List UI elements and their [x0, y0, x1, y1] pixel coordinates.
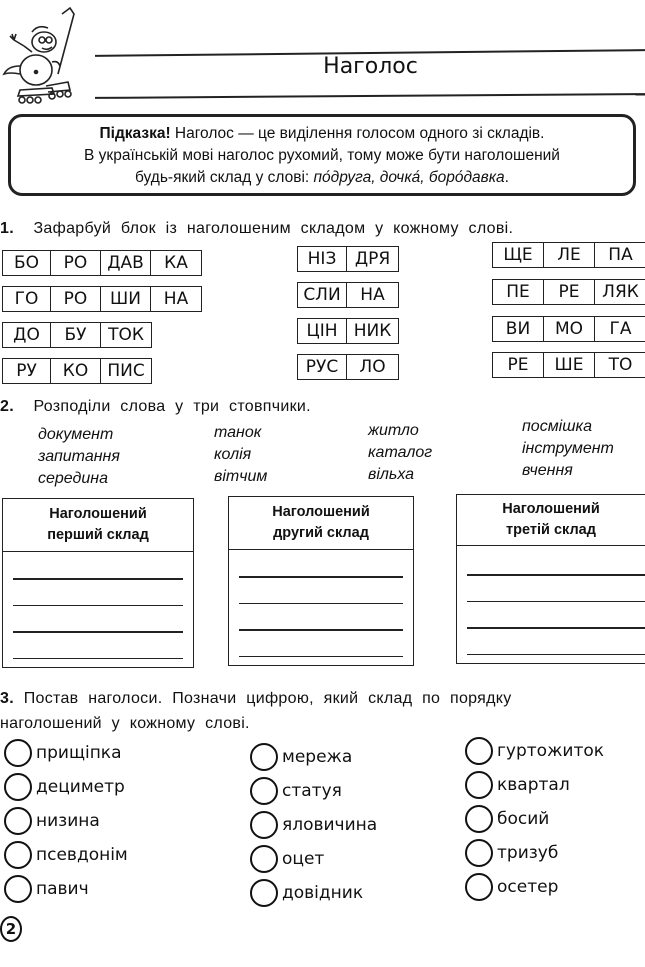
syllable-block[interactable]: ТОК: [108, 325, 144, 345]
word: вчення: [522, 462, 573, 479]
stress-list-column: [465, 734, 604, 904]
answer-circle[interactable]: [465, 839, 493, 867]
word-list-column: [522, 416, 614, 482]
syllable-block[interactable]: ГО: [3, 287, 51, 311]
stress-item: гуртожиток: [465, 734, 604, 768]
syllable-block[interactable]: ТО: [608, 355, 633, 375]
syllable-block[interactable]: РЕ: [544, 280, 595, 304]
title-bottom-rule: [95, 93, 645, 99]
stress-item: квартал: [465, 768, 604, 802]
stress-item: босий: [465, 802, 604, 836]
word: житло: [368, 422, 419, 439]
syllable-block[interactable]: ДО: [3, 323, 51, 347]
stress-item: статуя: [250, 774, 377, 808]
answer-circle[interactable]: [4, 875, 32, 903]
word: вітчим: [214, 468, 268, 485]
syllable-block[interactable]: НА: [163, 289, 189, 309]
stress-item: псевдонім: [4, 838, 128, 872]
syllable-block[interactable]: СЛИ: [298, 283, 347, 307]
stress-item: низина: [4, 804, 128, 838]
syllable-block[interactable]: ШИ: [101, 287, 151, 311]
word-block: [492, 279, 645, 305]
table-header: Наголошений третій склад: [457, 495, 645, 546]
word-block: [2, 358, 152, 384]
syllable-block[interactable]: ШЕ: [544, 353, 595, 377]
table-second-syllable: [228, 496, 414, 666]
syllable-block[interactable]: ПА: [608, 245, 633, 265]
answer-circle[interactable]: [465, 805, 493, 833]
syllable-block[interactable]: ДАВ: [101, 251, 151, 275]
syllable-block[interactable]: КО: [51, 359, 101, 383]
word-block: [297, 318, 399, 344]
stress-item: оцет: [250, 842, 377, 876]
word-block: [492, 316, 645, 342]
answer-circle[interactable]: [465, 771, 493, 799]
hint-label: Підказка!: [99, 125, 171, 142]
syllable-block[interactable]: ВИ: [493, 317, 544, 341]
syllable-block[interactable]: ЛЕ: [544, 243, 595, 267]
answer-line[interactable]: [467, 574, 645, 576]
task-2-instruction: 2. Розподіли слова у три стовпчики.: [0, 398, 311, 415]
syllable-block[interactable]: РЕ: [493, 353, 544, 377]
task-1-instruction: 1. Зафарбуй блок із наголошеним складом у кожному слові.: [0, 220, 514, 237]
word-block: [492, 242, 645, 268]
answer-line[interactable]: [13, 631, 183, 633]
word-block: [492, 352, 645, 378]
task-3-instruction: 3. Постав наголоси. Позначи цифрою, який склад по порядку наголошений у кожному слові.: [0, 690, 512, 732]
syllable-block[interactable]: ЛЯК: [602, 282, 639, 302]
answer-line[interactable]: [467, 601, 645, 603]
word: колія: [214, 446, 252, 463]
syllable-block[interactable]: ГА: [609, 319, 632, 339]
word-block: [2, 286, 202, 312]
syllable-block[interactable]: ДРЯ: [354, 249, 391, 269]
page-title: Наголос: [323, 54, 418, 79]
word: посмішка: [522, 418, 592, 435]
word-block: [2, 322, 152, 348]
answer-line[interactable]: [13, 605, 183, 607]
stress-item: довідник: [250, 876, 377, 910]
dinosaur-hockey-mascot-icon: [2, 4, 88, 106]
word-block: [297, 246, 399, 272]
stress-list-column: [250, 740, 377, 910]
table-first-syllable: [2, 498, 194, 668]
word-block: [297, 354, 399, 380]
word-block: [297, 282, 399, 308]
word: танок: [214, 424, 262, 441]
table-third-syllable: [456, 494, 645, 664]
answer-circle[interactable]: [250, 743, 278, 771]
page-number: 2: [0, 916, 22, 942]
word: каталог: [368, 444, 433, 461]
answer-circle[interactable]: [250, 811, 278, 839]
answer-circle[interactable]: [465, 737, 493, 765]
syllable-block[interactable]: НІЗ: [298, 247, 347, 271]
answer-circle[interactable]: [250, 879, 278, 907]
syllable-block[interactable]: РО: [51, 287, 101, 311]
word: середина: [38, 470, 108, 487]
answer-line[interactable]: [13, 578, 183, 580]
syllable-block[interactable]: НИК: [353, 321, 392, 341]
answer-line[interactable]: [239, 603, 403, 605]
stress-item: дециметр: [4, 770, 128, 804]
word-list-column: [214, 422, 267, 488]
answer-circle[interactable]: [4, 773, 32, 801]
stress-item: осетер: [465, 870, 604, 904]
word: запитання: [38, 448, 120, 465]
syllable-block[interactable]: БО: [3, 251, 51, 275]
stress-list-column: [4, 736, 128, 906]
stress-item: тризуб: [465, 836, 604, 870]
stress-item: прищіпка: [4, 736, 128, 770]
syllable-block[interactable]: РУС: [298, 355, 347, 379]
syllable-block[interactable]: ПИС: [107, 361, 145, 381]
syllable-block[interactable]: ЦІН: [298, 319, 347, 343]
answer-circle[interactable]: [4, 739, 32, 767]
stress-item: мережа: [250, 740, 377, 774]
answer-line[interactable]: [239, 576, 403, 578]
stress-item: павич: [4, 872, 128, 906]
answer-circle[interactable]: [465, 873, 493, 901]
syllable-block[interactable]: МО: [544, 317, 595, 341]
table-header: Наголошений другий склад: [229, 497, 413, 550]
syllable-block[interactable]: РУ: [3, 359, 51, 383]
syllable-block[interactable]: КА: [164, 253, 188, 273]
syllable-block[interactable]: ЛО: [359, 357, 386, 377]
answer-line[interactable]: [239, 656, 403, 658]
answer-circle[interactable]: [4, 807, 32, 835]
hint-examples: по́друга, дочка́, боро́давка: [313, 169, 505, 186]
word: інструмент: [522, 440, 614, 457]
syllable-block[interactable]: НА: [360, 285, 385, 305]
hint-box: [8, 114, 636, 196]
word-list-column: [368, 420, 432, 486]
table-header: Наголошений перший склад: [3, 499, 193, 552]
word-list-column: [38, 424, 120, 490]
syllable-block[interactable]: РО: [51, 251, 101, 275]
answer-circle[interactable]: [250, 777, 278, 805]
hint-line-2: В українській мові наголос рухомий, тому може бути наголошений: [84, 147, 560, 164]
word-block: [2, 250, 202, 276]
syllable-block[interactable]: БУ: [51, 323, 101, 347]
answer-line[interactable]: [13, 658, 183, 660]
word: документ: [38, 426, 114, 443]
syllable-block[interactable]: ПЕ: [493, 280, 544, 304]
syllable-block[interactable]: ЩЕ: [493, 243, 544, 267]
answer-line[interactable]: [239, 629, 403, 631]
stress-item: яловичина: [250, 808, 377, 842]
word: вільха: [368, 466, 415, 483]
hint-line-1: Підказка! Наголос — це виділення голосом одного зі складів.: [99, 125, 545, 142]
hint-line-3: будь-який склад у слові: по́друга, дочка́, боро́давка.: [135, 169, 509, 186]
answer-circle[interactable]: [4, 841, 32, 869]
answer-circle[interactable]: [250, 845, 278, 873]
answer-line[interactable]: [467, 627, 645, 629]
answer-line[interactable]: [467, 654, 645, 656]
